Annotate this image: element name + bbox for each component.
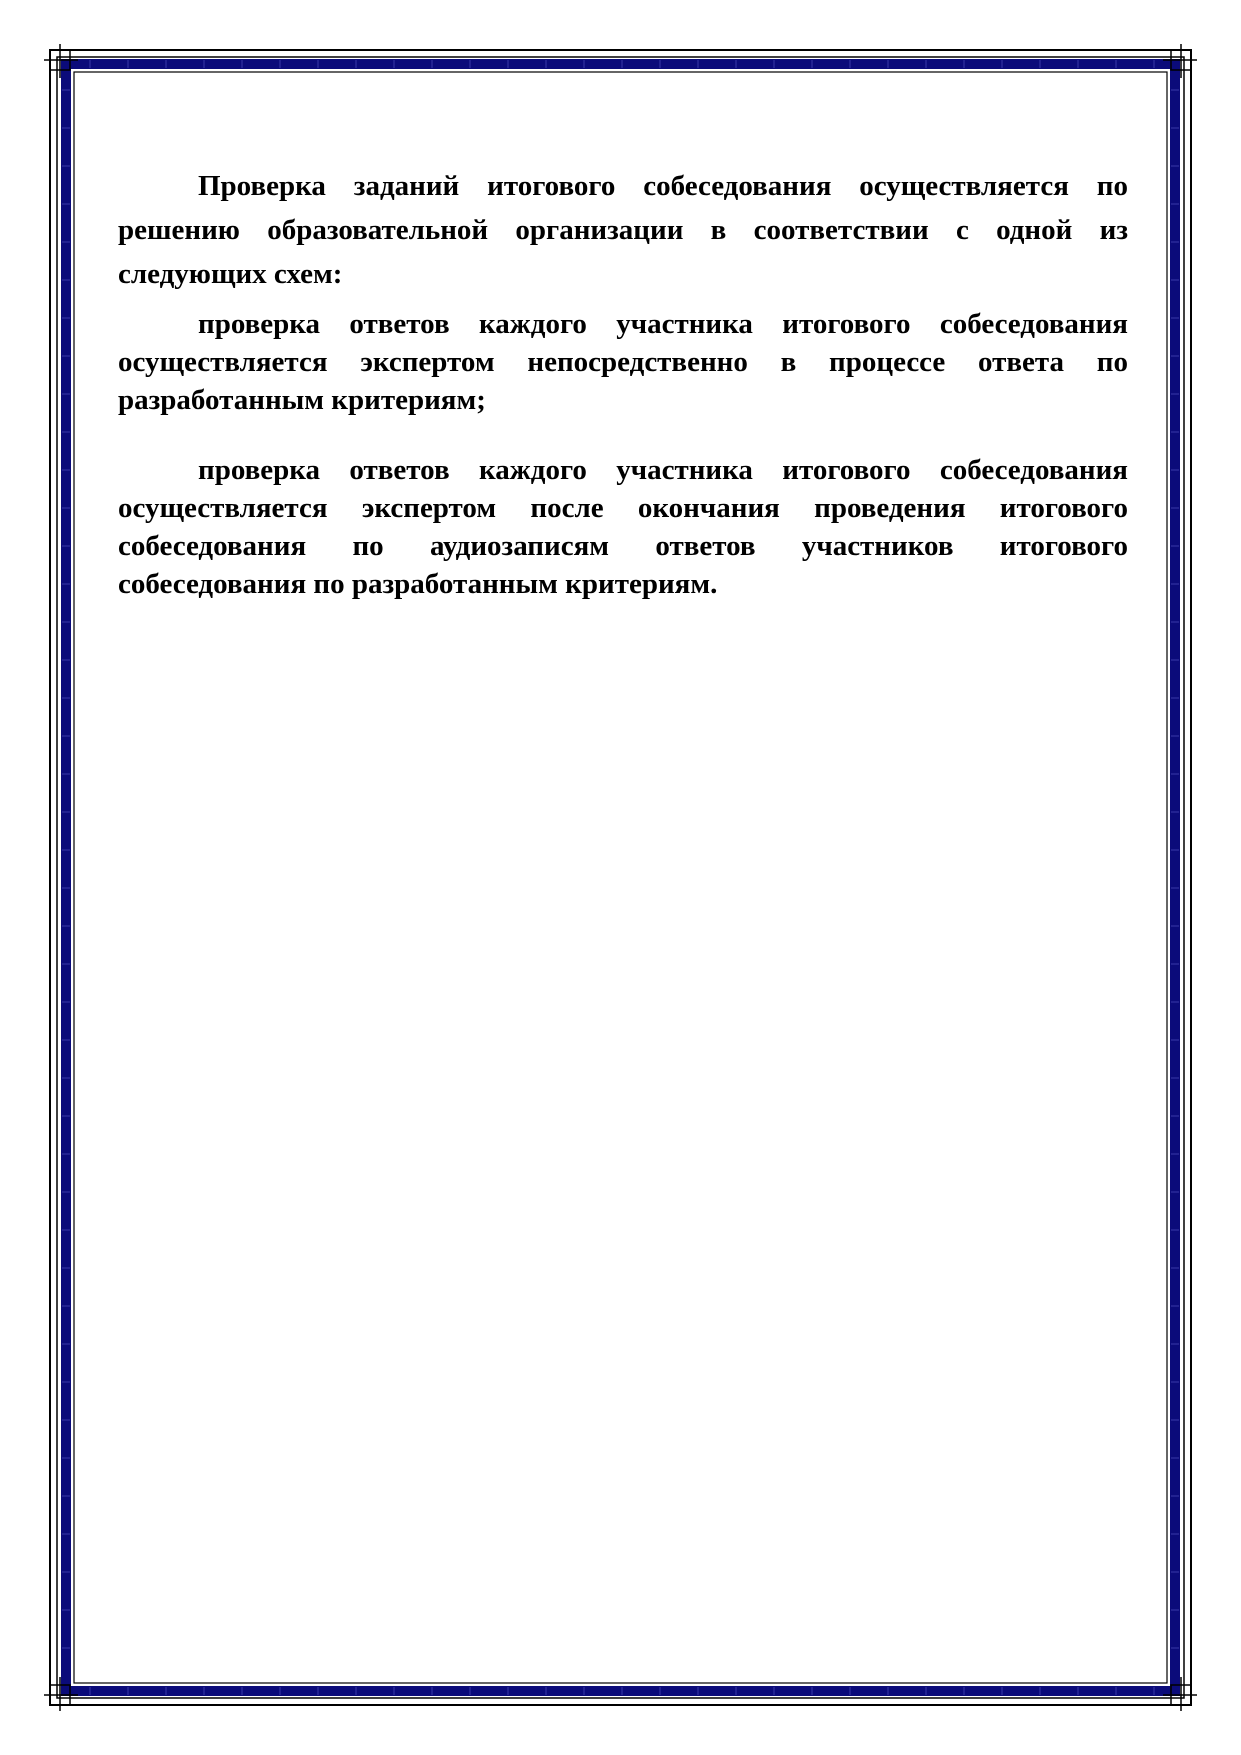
document-body <box>118 164 1128 603</box>
scheme-item-1: проверка ответов каждого участника итогового собеседования осуществляется экспертом непосредственно в процессе ответа по разработанным критериям; <box>118 308 1128 416</box>
intro-paragraph: Проверка заданий итогового собеседования осуществляется по решению образовательной организации в соответствии с одной из следующих схем: <box>118 170 1128 290</box>
scheme-item-2: проверка ответов каждого участника итогового собеседования осуществляется экспертом после окончания проведения итогового собеседования по аудиозаписям ответов участников итогового собеседования по разработанным критериям. <box>118 454 1128 600</box>
paragraph-spacer <box>118 419 1128 451</box>
